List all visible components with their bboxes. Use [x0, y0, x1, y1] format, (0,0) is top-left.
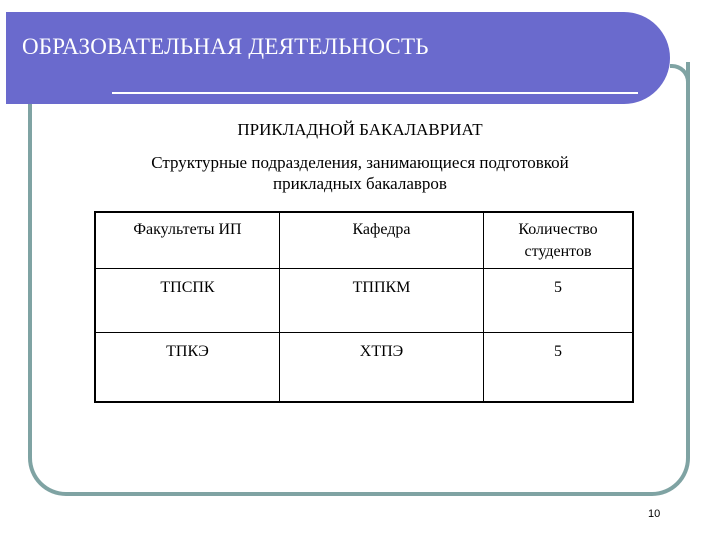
title-underline	[112, 92, 638, 94]
cell-department: ХТПЭ	[280, 332, 484, 402]
units-table	[94, 211, 634, 403]
table-row	[95, 268, 633, 332]
table-header-row	[95, 212, 633, 268]
cell-students: 5	[484, 268, 634, 332]
table-row	[95, 332, 633, 402]
slide-title: ОБРАЗОВАТЕЛЬНАЯ ДЕЯТЕЛЬНОСТЬ	[22, 34, 429, 59]
header-faculties: Факультеты ИП	[95, 212, 280, 268]
section-subheading	[60, 152, 660, 194]
subheading-line-1: Структурные подразделения, занимающиеся подготовкой	[151, 153, 569, 172]
header-department: Кафедра	[280, 212, 484, 268]
page-number: 10	[648, 508, 661, 520]
header-students-line-2: студентов	[524, 243, 592, 260]
header-students	[484, 212, 634, 268]
section-heading: ПРИКЛАДНОЙ БАКАЛАВРИАТ	[237, 120, 483, 139]
cell-students: 5	[484, 332, 634, 402]
header-students-line-1: Количество	[518, 221, 598, 238]
subheading-line-2: прикладных бакалавров	[273, 174, 447, 193]
cell-faculty: ТПСПК	[95, 268, 280, 332]
cell-faculty: ТПКЭ	[95, 332, 280, 402]
cell-department: ТППКМ	[280, 268, 484, 332]
